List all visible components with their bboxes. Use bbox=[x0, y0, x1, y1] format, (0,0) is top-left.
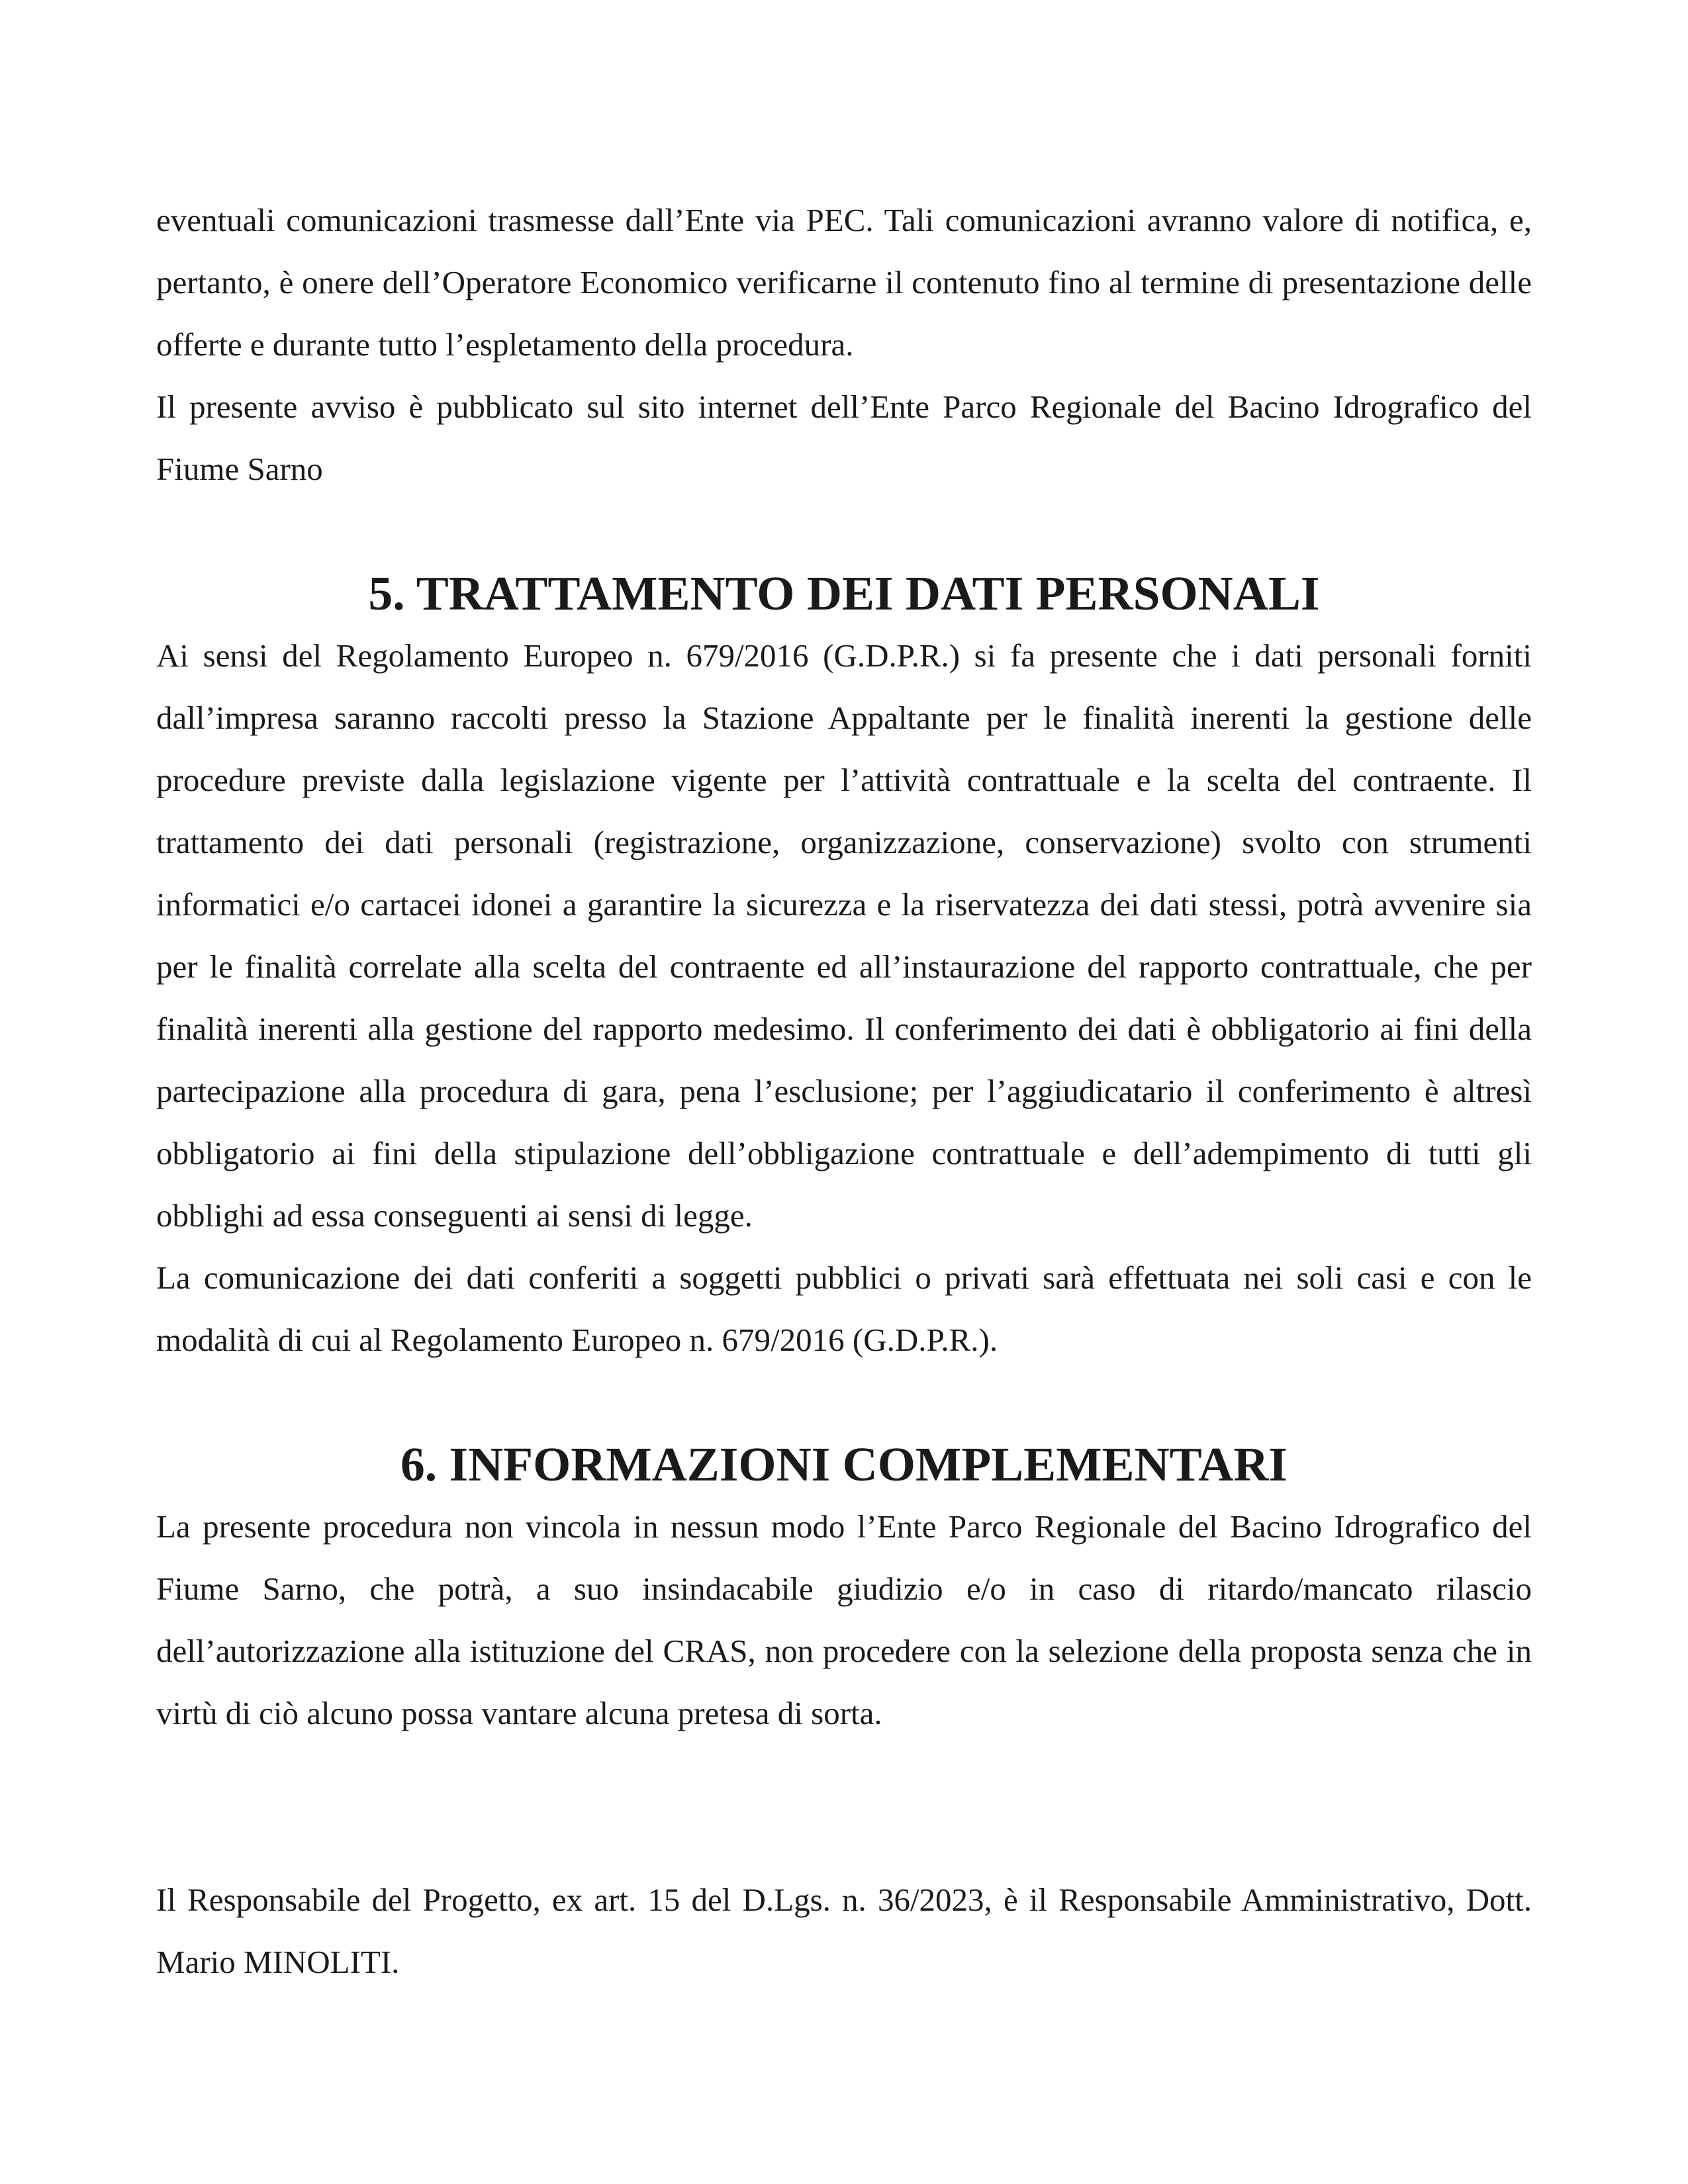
section-5-heading: 5. TRATTAMENTO DEI DATI PERSONALI bbox=[368, 567, 1320, 620]
section-5-paragraph-gdpr: Ai sensi del Regolamento Europeo n. 679/2016 (G.D.P.R.) si fa presente che i dati personali forniti dall’impresa saranno raccolti presso la Stazione Appaltante per le finalità inerenti la gestione delle procedure previste dalla legislazione vigente per l’attività contrattuale e la scelta del contraente. Il trattamento dei dati personali (registrazione, organizzazione, conservazione) svolto con strumenti informatici e/o cartacei idonei a garantire la sicurezza e la riservatezza dei dati stessi, potrà avvenire sia per le finalità correlate alla scelta del contraente ed all’instaurazione del rapporto contrattuale, che per finalità inerenti alla gestione del rapporto medesimo. Il conferimento dei dati è obbligatorio ai fini della partecipazione alla procedura di gara, pena l’esclusione; per l’aggiudicatario il conferimento è altresì obbligatorio ai fini della stipulazione dell’obbligazione contrattuale e dell’adempimento di tutti gli obblighi ad essa conseguenti ai sensi di legge. bbox=[156, 637, 1532, 1234]
spacer bbox=[156, 1371, 1532, 1433]
spacer bbox=[156, 1745, 1532, 1869]
closing-paragraph-responsible: Il Responsabile del Progetto, ex art. 15 del D.Lgs. n. 36/2023, è il Responsabile Amministrativo, Dott. Mario MINOLITI. bbox=[156, 1882, 1532, 1980]
intro-paragraph-publication: Il presente avviso è pubblicato sul sito internet dell’Ente Parco Regionale del Bacino Idrografico del Fiume Sarno bbox=[156, 388, 1532, 487]
document-page bbox=[156, 189, 1532, 1993]
section-6-heading: 6. INFORMAZIONI COMPLEMENTARI bbox=[400, 1437, 1288, 1491]
spacer bbox=[156, 500, 1532, 563]
intro-paragraph-notifications: eventuali comunicazioni trasmesse dall’Ente via PEC. Tali comunicazioni avranno valore di notifica, e, pertanto, è onere dell’Operatore Economico verificarne il contenuto fino al termine di presentazione delle offerte e durante tutto l’espletamento della procedura. bbox=[156, 202, 1532, 363]
section-6-paragraph: La presente procedura non vincola in nessun modo l’Ente Parco Regionale del Bacino Idrografico del Fiume Sarno, che potrà, a suo insindacabile giudizio e/o in caso di ritardo/mancato rilascio dell’autorizzazione alla istituzione del CRAS, non procedere con la selezione della proposta senza che in virtù di ciò alcuno possa vantare alcuna pretesa di sorta. bbox=[156, 1508, 1532, 1731]
section-5-paragraph-communication: La comunicazione dei dati conferiti a soggetti pubblici o privati sarà effettuata nei soli casi e con le modalità di cui al Regolamento Europeo n. 679/2016 (G.D.P.R.). bbox=[156, 1259, 1532, 1358]
